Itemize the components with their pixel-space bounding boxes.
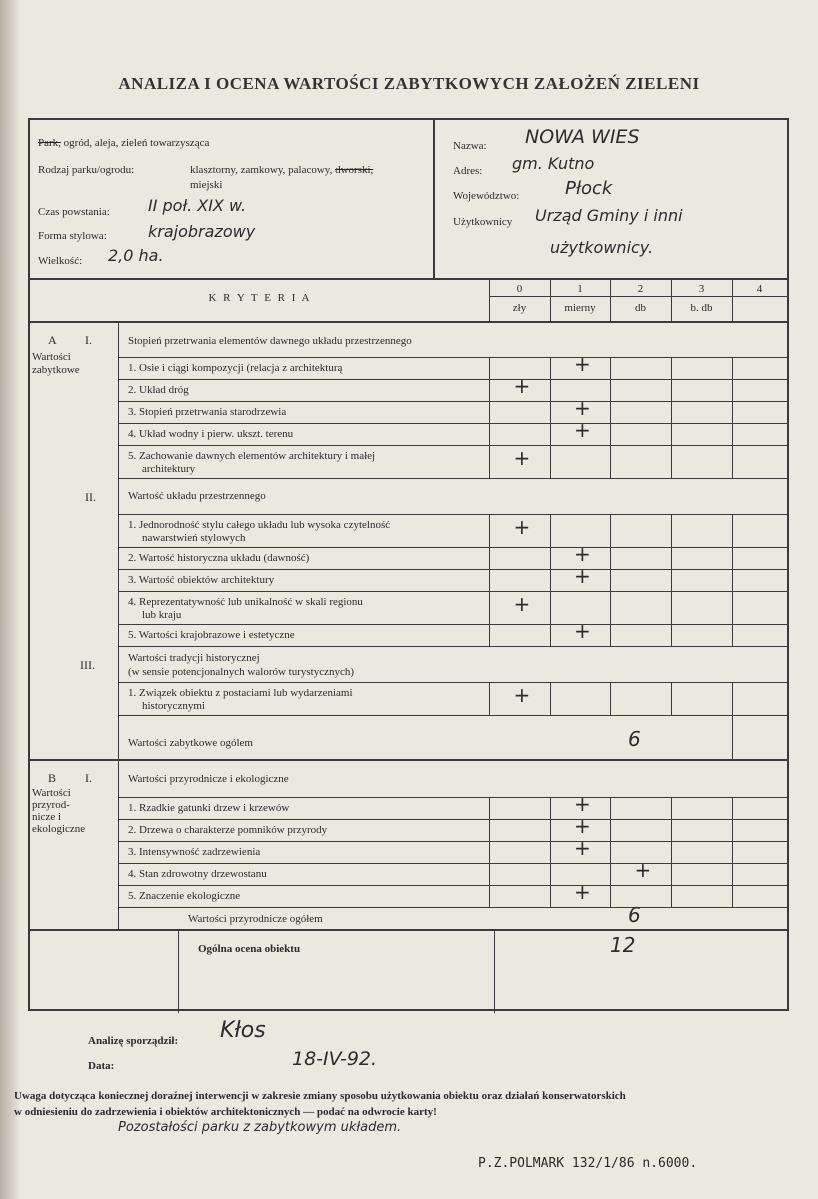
- section-b-roman-1: I.: [85, 771, 92, 785]
- b1-row-4-text: 4. Stan zdrowotny drzewostanu: [128, 868, 267, 880]
- grid-line: [489, 863, 490, 885]
- grid-line: [732, 547, 733, 569]
- grid-line: [671, 591, 672, 624]
- grid-line: [489, 885, 490, 907]
- grid-line: [489, 423, 490, 445]
- grid-line: [118, 569, 787, 570]
- section-a-letter: A: [48, 333, 57, 347]
- grid-line: [732, 885, 733, 907]
- binding-edge: [0, 0, 20, 1199]
- grid-line: [550, 624, 551, 646]
- grid-line: [671, 445, 672, 478]
- grid-line: [550, 841, 551, 863]
- document-title: ANALIZA I OCENA WARTOŚCI ZABYTKOWYCH ZAŁOŻEŃ ZIELENI: [118, 74, 700, 93]
- grid-line: [489, 514, 490, 547]
- group-a1-title: Stopień przetrwania elementów dawnego układu przestrzennego: [128, 335, 412, 347]
- section-a-name-1: Wartości: [32, 351, 71, 363]
- score-3-number: 3: [698, 283, 705, 295]
- grid-line: [610, 514, 611, 547]
- size-label: Wielkość:: [38, 255, 83, 267]
- grid-line: [118, 907, 787, 908]
- a3-row-1-mark: +: [513, 682, 531, 707]
- section-b-name-4: ekologiczne: [32, 823, 86, 835]
- grid-line: [671, 682, 672, 715]
- grid-line: [489, 819, 490, 841]
- grid-line: [489, 379, 490, 401]
- grid-line: [610, 797, 611, 819]
- grid-line: [732, 357, 733, 379]
- grid-line: [118, 445, 787, 446]
- grid-line: [118, 863, 787, 864]
- grid-line: [671, 569, 672, 591]
- users-value-1: Urząd Gminy i inni: [535, 206, 683, 225]
- section-a-name-2: zabytkowe: [32, 364, 80, 376]
- section-b-total-label: Wartości przyrodnicze ogółem: [188, 913, 323, 925]
- name-label: Nazwa:: [453, 140, 487, 152]
- section-a-roman-3: III.: [80, 658, 95, 672]
- group-a3-title-2: (w sensie potencjonalnych walorów turystycznych): [128, 666, 355, 678]
- b1-row-5-mark: +: [574, 880, 591, 904]
- grid-line: [494, 929, 495, 1013]
- overall-score-value: 12: [610, 933, 636, 957]
- grid-line: [118, 401, 787, 402]
- a2-row-3-mark: +: [574, 564, 591, 588]
- creation-time-value: II poł. XIX w.: [148, 196, 247, 215]
- grid-line: [118, 715, 787, 716]
- a1-row-5-mark: +: [513, 445, 531, 470]
- section-a-roman-1: I.: [85, 333, 92, 347]
- grid-line: [118, 357, 787, 358]
- voivodeship-label: Województwo:: [453, 190, 520, 202]
- a1-row-4-mark: +: [574, 418, 591, 442]
- grid-line: [610, 569, 611, 591]
- grid-line: [732, 682, 733, 715]
- grid-line: [732, 569, 733, 591]
- grid-line: [550, 819, 551, 841]
- a1-row-3-text: 3. Stopień przetrwania starodrzewia: [128, 406, 287, 418]
- users-value-2: użytkownicy.: [550, 238, 654, 257]
- grid-line: [732, 715, 733, 759]
- voivodeship-value: Płock: [565, 178, 613, 199]
- grid-line: [610, 357, 611, 379]
- grid-line: [610, 401, 611, 423]
- grid-line: [118, 885, 787, 886]
- a2-row-1-mark: +: [513, 514, 531, 539]
- note-line-1: Uwaga dotycząca koniecznej doraźnej interwencji w zakresie zmiany sposobu użytkowania obiektu oraz działań konserwatorskich: [14, 1090, 626, 1102]
- grid-line: [732, 624, 733, 646]
- grid-line: [489, 401, 490, 423]
- grid-line: [118, 478, 787, 479]
- score-0-number: 0: [516, 283, 523, 295]
- printer-imprint: P.Z.POLMARK 132/1/86 n.6000.: [478, 1156, 698, 1171]
- grid-line: [118, 591, 787, 592]
- score-3-label: b. db: [690, 302, 713, 314]
- grid-line: [118, 819, 787, 820]
- date-value: 18-IV-92.: [292, 1048, 378, 1070]
- grid-line: [671, 797, 672, 819]
- group-a2-title: Wartość układu przestrzennego: [128, 490, 266, 502]
- a2-row-3-text: 3. Wartość obiektów architektury: [128, 574, 275, 586]
- a1-row-2-mark: +: [513, 374, 531, 398]
- grid-line: [118, 514, 787, 515]
- note-handwritten: Pozostałości parku z zabytkowym układem.: [118, 1120, 402, 1135]
- address-value: gm. Kutno: [512, 154, 595, 173]
- score-1-number: 1: [577, 283, 583, 295]
- group-b1-title: Wartości przyrodnicze i ekologiczne: [128, 773, 289, 785]
- a2-row-1-text: 1. Jednorodność stylu całego układu lub wysoka czytelność: [128, 519, 391, 531]
- grid-line: [610, 423, 611, 445]
- section-b-name-1: Wartości: [32, 787, 71, 799]
- a2-row-4-text: 4. Reprezentatywność lub unikalność w skali regionu: [128, 596, 363, 608]
- a2-row-5-text: 5. Wartości krajobrazowe i estetyczne: [128, 629, 295, 641]
- b1-row-2-text: 2. Drzewa o charakterze pomników przyrody: [128, 824, 328, 836]
- grid-line: [489, 591, 490, 624]
- grid-line: [671, 863, 672, 885]
- date-label: Data:: [88, 1060, 115, 1072]
- score-4-number: 4: [756, 283, 763, 295]
- evaluation-form: [28, 118, 789, 1011]
- grid-line: [610, 863, 611, 885]
- grid-line: [489, 357, 490, 379]
- grid-line: [610, 624, 611, 646]
- a1-row-4-text: 4. Układ wodny i pierw. ukszt. terenu: [128, 428, 294, 440]
- grid-line: [732, 841, 733, 863]
- style-form-value: krajobrazowy: [148, 222, 256, 241]
- a3-row-1-text-2: historycznymi: [142, 700, 205, 712]
- grid-line: [610, 682, 611, 715]
- grid-line: [489, 624, 490, 646]
- grid-line: [30, 321, 787, 323]
- a3-row-1-text: 1. Związek obiektu z postaciami lub wydarzeniami: [128, 687, 353, 699]
- grid-line: [671, 379, 672, 401]
- grid-line: [30, 759, 787, 761]
- a2-row-4-mark: +: [513, 591, 531, 616]
- analysis-author-signature: Kłos: [220, 1018, 266, 1043]
- creation-time-label: Czas powstania:: [38, 206, 110, 218]
- park-type-label: Park, ogród, aleja, zieleń towarzysząca: [38, 137, 210, 149]
- grid-line: [671, 401, 672, 423]
- a1-row-5-text-2: architektury: [142, 463, 196, 475]
- park-kind-options-2: miejski: [190, 179, 223, 191]
- a1-row-1-text: 1. Osie i ciągi kompozycji (relacja z architekturą: [128, 362, 343, 374]
- grid-line: [732, 797, 733, 819]
- b1-row-1-mark: +: [574, 792, 591, 816]
- park-kind-label: Rodzaj parku/ogrodu:: [38, 164, 135, 176]
- grid-line: [550, 569, 551, 591]
- a1-row-2-text: 2. Układ dróg: [128, 384, 189, 396]
- a1-row-3-mark: +: [574, 396, 591, 420]
- grid-line: [732, 401, 733, 423]
- grid-line: [489, 682, 490, 715]
- size-value: 2,0 ha.: [108, 246, 164, 265]
- grid-line: [671, 423, 672, 445]
- grid-line: [610, 885, 611, 907]
- a2-row-2-mark: +: [574, 542, 591, 566]
- grid-line: [550, 445, 551, 478]
- grid-line: [732, 514, 733, 547]
- grid-line: [118, 423, 787, 424]
- grid-line: [489, 797, 490, 819]
- score-1-label: mierny: [564, 302, 596, 314]
- grid-line: [732, 819, 733, 841]
- a1-row-5-text: 5. Zachowanie dawnych elementów architektury i małej: [128, 450, 376, 462]
- grid-line: [550, 547, 551, 569]
- criteria-header: K R Y T E R I A: [208, 292, 312, 304]
- grid-line: [550, 591, 551, 624]
- grid-line: [610, 379, 611, 401]
- score-2-number: 2: [637, 283, 644, 295]
- grid-line: [118, 759, 119, 929]
- grid-line: [671, 514, 672, 547]
- score-0-label: zły: [512, 302, 527, 314]
- grid-line: [610, 841, 611, 863]
- grid-line: [550, 401, 551, 423]
- grid-line: [489, 569, 490, 591]
- a2-row-2-text: 2. Wartość historyczna układu (dawność): [128, 552, 310, 564]
- grid-line: [732, 863, 733, 885]
- a2-row-4-text-2: lub kraju: [142, 609, 182, 621]
- grid-line: [489, 445, 490, 478]
- style-form-label: Forma stylowa:: [38, 230, 107, 242]
- overall-score-label: Ogólna ocena obiektu: [198, 943, 301, 955]
- section-b-name-3: nicze i: [32, 811, 62, 823]
- grid-line: [671, 841, 672, 863]
- grid-line: [550, 682, 551, 715]
- grid-line: [30, 929, 787, 931]
- grid-line: [550, 379, 551, 401]
- b1-row-4-mark: +: [634, 858, 652, 882]
- grid-line: [671, 885, 672, 907]
- grid-line: [550, 423, 551, 445]
- grid-line: [550, 863, 551, 885]
- grid-line: [118, 646, 787, 647]
- grid-line: [732, 423, 733, 445]
- grid-line: [118, 841, 787, 842]
- section-a-roman-2: II.: [85, 490, 96, 504]
- grid-line: [671, 819, 672, 841]
- b1-row-5-text: 5. Znaczenie ekologiczne: [128, 890, 241, 902]
- park-kind-options: klasztorny, zamkowy, palacowy, dworski,: [190, 164, 374, 176]
- b1-row-1-text: 1. Rzadkie gatunki drzew i krzewów: [128, 802, 290, 814]
- note-line-2: w odniesieniu do zadrzewienia i obiektów architektonicznych — podać na odwrocie karty!: [14, 1106, 437, 1118]
- grid-line: [118, 797, 787, 798]
- score-2-label: db: [635, 302, 646, 314]
- grid-line: [671, 624, 672, 646]
- grid-line: [732, 445, 733, 478]
- grid-line: [118, 379, 787, 380]
- grid-line: [118, 321, 119, 759]
- section-a-total-label: Wartości zabytkowe ogólem: [128, 737, 253, 749]
- section-a-total-value: 6: [628, 727, 641, 751]
- address-label: Adres:: [453, 165, 483, 177]
- grid-line: [489, 547, 490, 569]
- grid-line: [550, 797, 551, 819]
- grid-line: [550, 357, 551, 379]
- analysis-author-label: Analizę sporządził:: [88, 1035, 179, 1047]
- grid-line: [489, 841, 490, 863]
- users-label: Użytkownicy: [453, 216, 513, 228]
- grid-line: [178, 929, 179, 1013]
- grid-line: [732, 591, 733, 624]
- b1-row-3-mark: +: [574, 836, 591, 860]
- a2-row-1-text-2: nawarstwień stylowych: [142, 532, 246, 544]
- section-b-name-2: przyrod-: [32, 799, 70, 811]
- a1-row-1-mark: +: [574, 352, 591, 376]
- section-b-letter: B: [48, 771, 57, 785]
- grid-line: [732, 379, 733, 401]
- grid-line: [610, 445, 611, 478]
- grid-line: [610, 547, 611, 569]
- grid-line: [550, 885, 551, 907]
- grid-line: [118, 547, 787, 548]
- grid-line: [610, 591, 611, 624]
- grid-line: [118, 682, 787, 683]
- group-a3-title-1: Wartości tradycji historycznej: [128, 652, 260, 664]
- b1-row-2-mark: +: [574, 814, 591, 838]
- grid-line: [610, 819, 611, 841]
- section-b-total-value: 6: [628, 903, 641, 927]
- b1-row-3-text: 3. Intensywność zadrzewienia: [128, 846, 261, 858]
- grid-line: [489, 296, 787, 297]
- grid-line: [550, 514, 551, 547]
- grid-line: [118, 624, 787, 625]
- a2-row-5-mark: +: [574, 619, 591, 643]
- grid-line: [671, 357, 672, 379]
- grid-line: [671, 547, 672, 569]
- name-value: NOWA WIES: [525, 126, 640, 148]
